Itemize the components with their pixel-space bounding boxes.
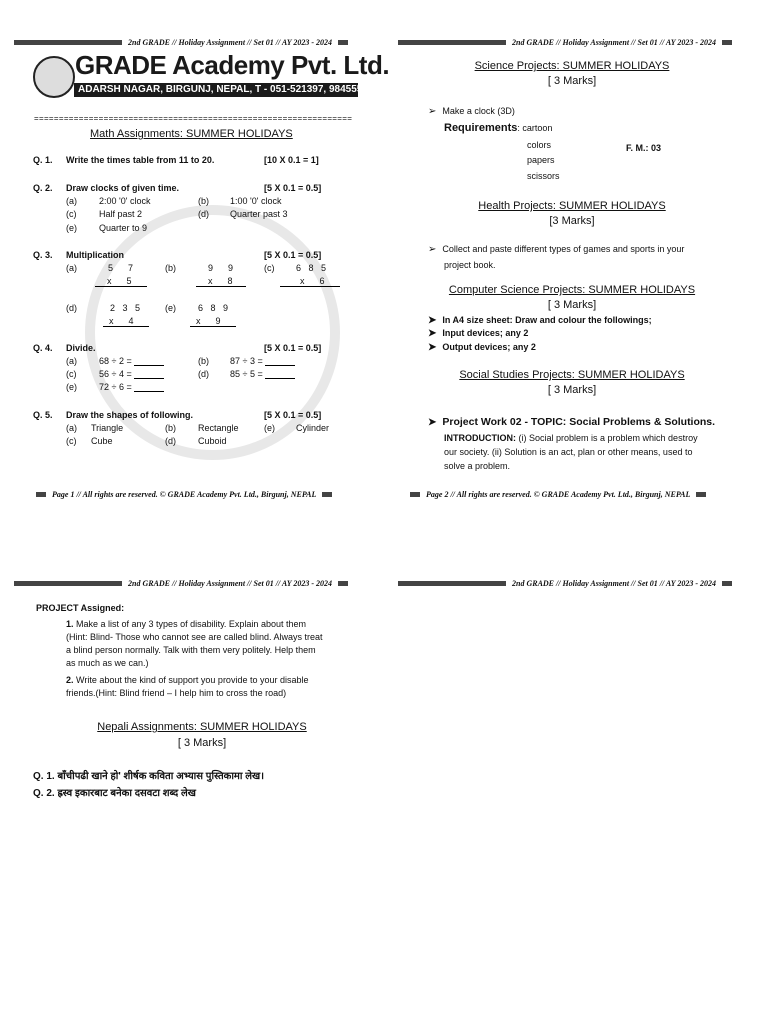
health-item-line2: project book.: [444, 260, 496, 270]
q3-c-bottom: x 6: [280, 276, 340, 287]
label-e: (e): [66, 382, 77, 392]
page1-footer-text: Page 1 // All rights are reserved. © GRADE Academy Pvt. Ltd., Birgunj, NEPAL: [52, 489, 317, 499]
page2-header: [398, 37, 732, 47]
label-c: (c): [66, 209, 77, 219]
arrow-bullet-icon: ➤: [428, 417, 437, 428]
arrow-bullet-icon: ➢: [428, 106, 437, 117]
label-d: (d): [198, 209, 209, 219]
school-name: GRADE Academy Pvt. Ltd.: [75, 50, 390, 80]
science-title: Science Projects: SUMMER HOLIDAYS: [474, 60, 670, 72]
requirements-colon: :: [517, 123, 520, 133]
watermark-emblem-icon: [85, 205, 340, 460]
q3-d-top: 2 3 5: [110, 303, 141, 313]
label-d: (d): [165, 436, 176, 446]
q3-c-top: 6 8 5: [296, 263, 327, 273]
label-a: (a): [66, 196, 77, 206]
q4-b-text: 87 ÷ 3 =: [230, 356, 263, 366]
nepali-q1-num: Q. 1.: [33, 771, 55, 782]
label-b: (b): [165, 263, 176, 273]
page3-header-text: 2nd GRADE // Holiday Assignment // Set 01 // AY 2023 - 2024: [128, 578, 333, 588]
answer-blank[interactable]: [134, 370, 164, 379]
arrow-bullet-icon: ➤: [428, 342, 437, 353]
page2-header-text: 2nd GRADE // Holiday Assignment // Set 01 // AY 2023 - 2024: [512, 37, 717, 47]
math-q5-text: Draw the shapes of following.: [66, 410, 194, 420]
q4-d-text: 85 ÷ 5 =: [230, 369, 263, 379]
project-1-line4: as much as we can.): [66, 658, 149, 668]
page1-header: [14, 37, 348, 47]
q5-b-text: Rectangle: [198, 423, 239, 433]
project-2-num: 2.: [66, 675, 74, 685]
label-b: (b): [165, 423, 176, 433]
q5-e-text: Cylinder: [296, 423, 330, 433]
page3-header: [14, 578, 348, 588]
math-q1-num: Q. 1.: [33, 155, 53, 165]
q4-a-text: 68 ÷ 2 =: [99, 356, 132, 366]
answer-blank[interactable]: [134, 357, 164, 366]
nepali-title: Nepali Assignments: SUMMER HOLIDAYS: [97, 721, 307, 733]
label-c: (c): [264, 263, 275, 273]
q5-d-text: Cuboid: [198, 436, 227, 446]
project-1-num: 1.: [66, 619, 74, 629]
health-item-line1: Collect and paste different types of games and sports in your: [442, 244, 685, 254]
arrow-bullet-icon: ➢: [428, 244, 437, 255]
school-banner: [33, 50, 390, 102]
label-a: (a): [66, 263, 77, 273]
q2-b-text: 1:00 '0' clock: [230, 196, 282, 206]
computer-item: Output devices; any 2: [442, 342, 536, 352]
math-q4-num: Q. 4.: [33, 343, 53, 353]
req-item: cartoon: [522, 123, 553, 133]
req-item: scissors: [527, 171, 560, 181]
project-1-line2: (Hint: Blind- Those who cannot see are called blind. Always treat: [66, 632, 323, 642]
math-q4-marks: [5 X 0.1 = 0.5]: [264, 343, 322, 353]
q2-d-text: Quarter past 3: [230, 209, 288, 219]
label-b: (b): [198, 196, 209, 206]
math-q5-marks: [5 X 0.1 = 0.5]: [264, 410, 322, 420]
math-q5-num: Q. 5.: [33, 410, 53, 420]
label-c: (c): [66, 369, 77, 379]
math-q3-num: Q. 3.: [33, 250, 53, 260]
q3-d-bottom: x 4: [103, 316, 149, 327]
math-title: Math Assignments: SUMMER HOLIDAYS: [90, 128, 293, 140]
q5-a-text: Triangle: [91, 423, 124, 433]
q3-e-bottom: x 9: [190, 316, 236, 327]
label-a: (a): [66, 356, 77, 366]
label-d: (d): [66, 303, 77, 313]
arrow-bullet-icon: ➤: [428, 315, 437, 326]
nepali-q1-text: बाँचीपढी खाने हो' शीर्षक कविता अभ्यास पुस्तिकामा लेख।: [57, 771, 265, 782]
nepali-marks: [ 3 Marks]: [177, 737, 227, 749]
label-c: (c): [66, 436, 77, 446]
requirements-label: Requirements: [444, 122, 518, 134]
label-b: (b): [198, 356, 209, 366]
social-project-title: Project Work 02 - TOPIC: Social Problems & Solutions.: [442, 416, 716, 428]
q3-a-top: 5 7: [108, 263, 134, 273]
project-label: PROJECT Assigned:: [36, 603, 125, 613]
label-e: (e): [264, 423, 275, 433]
page1-header-text: 2nd GRADE // Holiday Assignment // Set 01 // AY 2023 - 2024: [128, 37, 333, 47]
label-e: (e): [165, 303, 176, 313]
q3-e-top: 6 8 9: [198, 303, 229, 313]
science-item: Make a clock (3D): [442, 106, 515, 116]
math-q1-text: Write the times table from 11 to 20.: [66, 155, 215, 165]
answer-blank[interactable]: [134, 383, 164, 392]
q2-e-text: Quarter to 9: [99, 223, 148, 233]
project-1-line1: Make a list of any 3 types of disability. Explain about them: [73, 619, 306, 629]
health-title: Health Projects: SUMMER HOLIDAYS: [478, 200, 666, 212]
computer-item: In A4 size sheet: Draw and colour the followings;: [442, 315, 652, 325]
label-e: (e): [66, 223, 77, 233]
social-title: Social Studies Projects: SUMMER HOLIDAYS: [459, 369, 685, 381]
page4-header-text: 2nd GRADE // Holiday Assignment // Set 01 // AY 2023 - 2024: [512, 578, 717, 588]
label-a: (a): [66, 423, 77, 433]
page2-footer-text: Page 2 // All rights are reserved. © GRADE Academy Pvt. Ltd., Birgunj, NEPAL: [426, 489, 691, 499]
req-item: papers: [527, 155, 555, 165]
project-1-line3: a blind person normally. Talk with them very politely. Help them: [66, 645, 316, 655]
math-q2-marks: [5 X 0.1 = 0.5]: [264, 183, 322, 193]
full-marks: F. M.: 03: [626, 143, 662, 153]
answer-blank[interactable]: [265, 370, 295, 379]
science-marks: [ 3 Marks]: [547, 75, 597, 87]
project-2-line1: Write about the kind of support you provide to your disable: [73, 675, 309, 685]
label-d: (d): [198, 369, 209, 379]
math-q2-num: Q. 2.: [33, 183, 53, 193]
computer-title: Computer Science Projects: SUMMER HOLIDAYS: [448, 284, 696, 296]
q4-e-text: 72 ÷ 6 =: [99, 382, 132, 392]
math-q1-marks: [10 X 0.1 = 1]: [264, 155, 319, 165]
q4-c-text: 56 ÷ 4 =: [99, 369, 132, 379]
intro-label: INTRODUCTION:: [444, 433, 516, 443]
nepali-q2-text: ह्रस्व इकारबाट बनेका दसवटा शब्द लेख: [57, 788, 196, 799]
page4-header: [398, 578, 732, 588]
intro-line3: solve a problem.: [444, 461, 511, 471]
intro-line1: (i) Social problem is a problem which destroy: [516, 433, 698, 443]
arrow-bullet-icon: ➤: [428, 328, 437, 339]
q5-c-text: Cube: [91, 436, 113, 446]
q2-a-text: 2:00 '0' clock: [99, 196, 151, 206]
math-q3-text: Multiplication: [66, 250, 124, 260]
q3-a-bottom: x 5: [95, 276, 147, 287]
req-item: colors: [527, 140, 552, 150]
math-q2-text: Draw clocks of given time.: [66, 183, 180, 193]
social-marks: [ 3 Marks]: [547, 384, 597, 396]
q2-c-text: Half past 2: [99, 209, 143, 219]
health-marks: [3 Marks]: [549, 215, 595, 227]
q3-b-top: 9 9: [208, 263, 234, 273]
computer-item: Input devices; any 2: [442, 328, 529, 338]
q3-b-bottom: x 8: [196, 276, 246, 287]
math-q4-text: Divide.: [66, 343, 96, 353]
computer-marks: [ 3 Marks]: [547, 299, 597, 311]
school-emblem-icon: [33, 56, 75, 98]
answer-blank[interactable]: [265, 357, 295, 366]
page2-footer: [410, 489, 706, 499]
math-q3-marks: [5 X 0.1 = 0.5]: [264, 250, 322, 260]
project-2-line2: friends.(Hint: Blind friend – I help him to cross the road): [66, 688, 287, 698]
page1-footer: [36, 489, 332, 499]
separator-line: ================================================================: [34, 114, 353, 123]
school-address: ADARSH NAGAR, BIRGUNJ, NEPAL, T - 051-521397, 9845558214: [74, 83, 358, 97]
nepali-q2-num: Q. 2.: [33, 788, 55, 799]
intro-line2: our society. (ii) Solution is an act, plan or other means, used to: [444, 447, 693, 457]
